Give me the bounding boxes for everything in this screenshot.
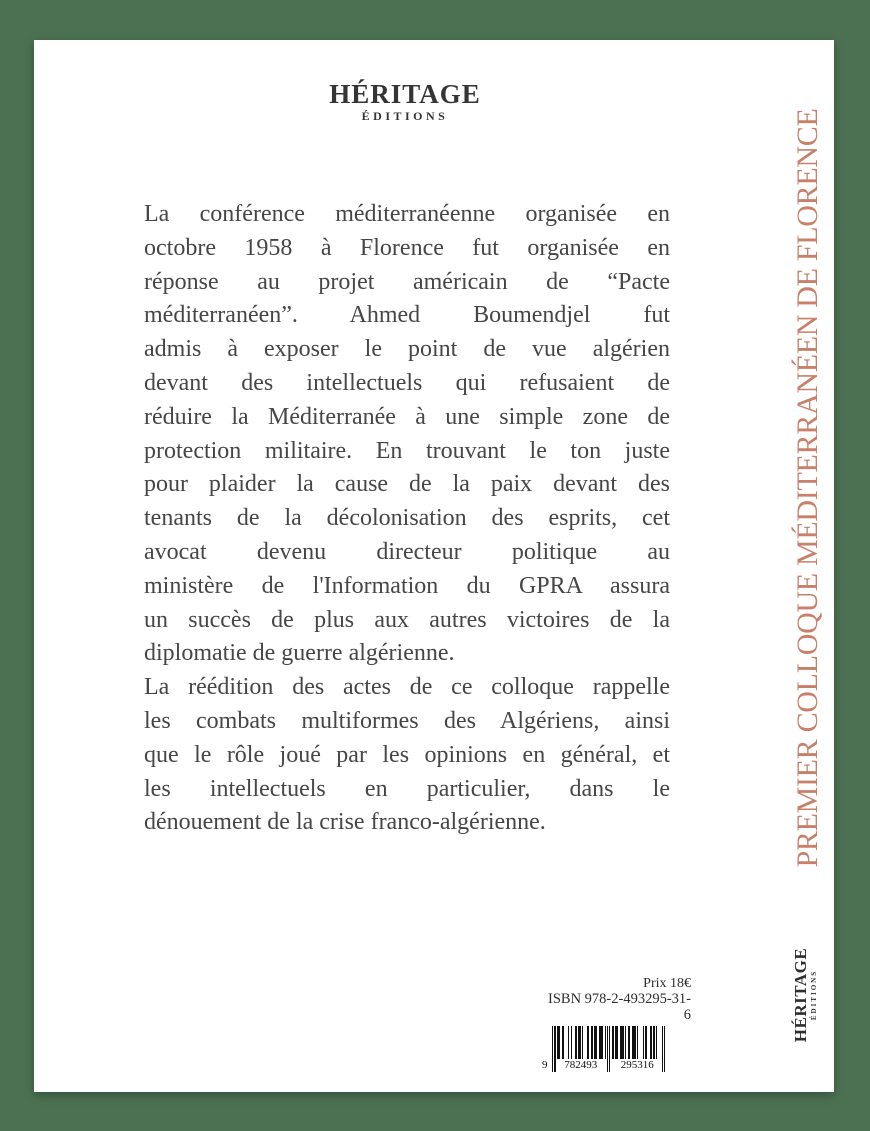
barcode	[542, 1026, 666, 1072]
isbn-label: ISBN 978-2-493295-31-6	[548, 991, 691, 1023]
publisher-subtitle: ÉDITIONS	[361, 109, 449, 123]
blurb-line: ministère de l'Information du GPRA assura	[144, 572, 670, 599]
blurb-line: tenants de la décolonisation des esprits, cet	[144, 505, 670, 532]
blurb-line: méditerranéen”. Ahmed Boumendjel fut	[144, 302, 670, 329]
blurb-line: La réédition des actes de ce colloque rappelle	[144, 674, 670, 701]
publisher-name: HÉRITAGE	[329, 79, 481, 109]
colophon-subtitle: ÉDITIONS	[810, 969, 818, 1021]
blurb-line: avocat devenu directeur politique au	[144, 538, 670, 565]
publisher-logo	[145, 80, 665, 123]
blurb-line: un succès de plus aux autres victoires de la	[144, 606, 670, 633]
barcode-digits-right: 295316	[612, 1059, 662, 1072]
blurb-line: les intellectuels en particulier, dans le	[144, 775, 670, 802]
blurb-line: réponse au projet américain de “Pacte	[144, 268, 670, 295]
barcode-lead-digit: 9	[542, 1059, 548, 1071]
barcode-digits-left: 782493	[556, 1059, 606, 1072]
price-isbn-block	[542, 976, 691, 1072]
blurb-line: octobre 1958 à Florence fut organisée en	[144, 234, 670, 261]
price-label: Prix 18€	[643, 976, 691, 991]
publisher-colophon	[792, 947, 828, 1043]
blurb-line: les combats multiformes des Algériens, ainsi	[144, 707, 670, 734]
blurb-line: dénouement de la crise franco-algérienne.	[144, 809, 546, 836]
blurb-line: admis à exposer le point de vue algérien	[144, 336, 670, 363]
blurb-line: pour plaider la cause de la paix devant des	[144, 471, 670, 498]
blurb-line: diplomatie de guerre algérienne.	[144, 640, 455, 667]
blurb-line: devant des intellectuels qui refusaient de	[144, 369, 670, 396]
blurb-line: réduire la Méditerranée à une simple zone de	[144, 403, 670, 430]
back-cover-blurb	[144, 198, 670, 840]
blurb-line: protection militaire. En trouvant le ton juste	[144, 437, 670, 464]
book-back-cover	[34, 40, 834, 1092]
blurb-line: que le rôle joué par les opinions en général, et	[144, 741, 670, 768]
blurb-line: La conférence méditerranéenne organisée en	[144, 201, 670, 227]
spine-title: PREMIER COLLOQUE MÉDITERRANÉEN DE FLORENCE	[791, 108, 824, 868]
colophon-name: HÉRITAGE	[791, 947, 810, 1043]
